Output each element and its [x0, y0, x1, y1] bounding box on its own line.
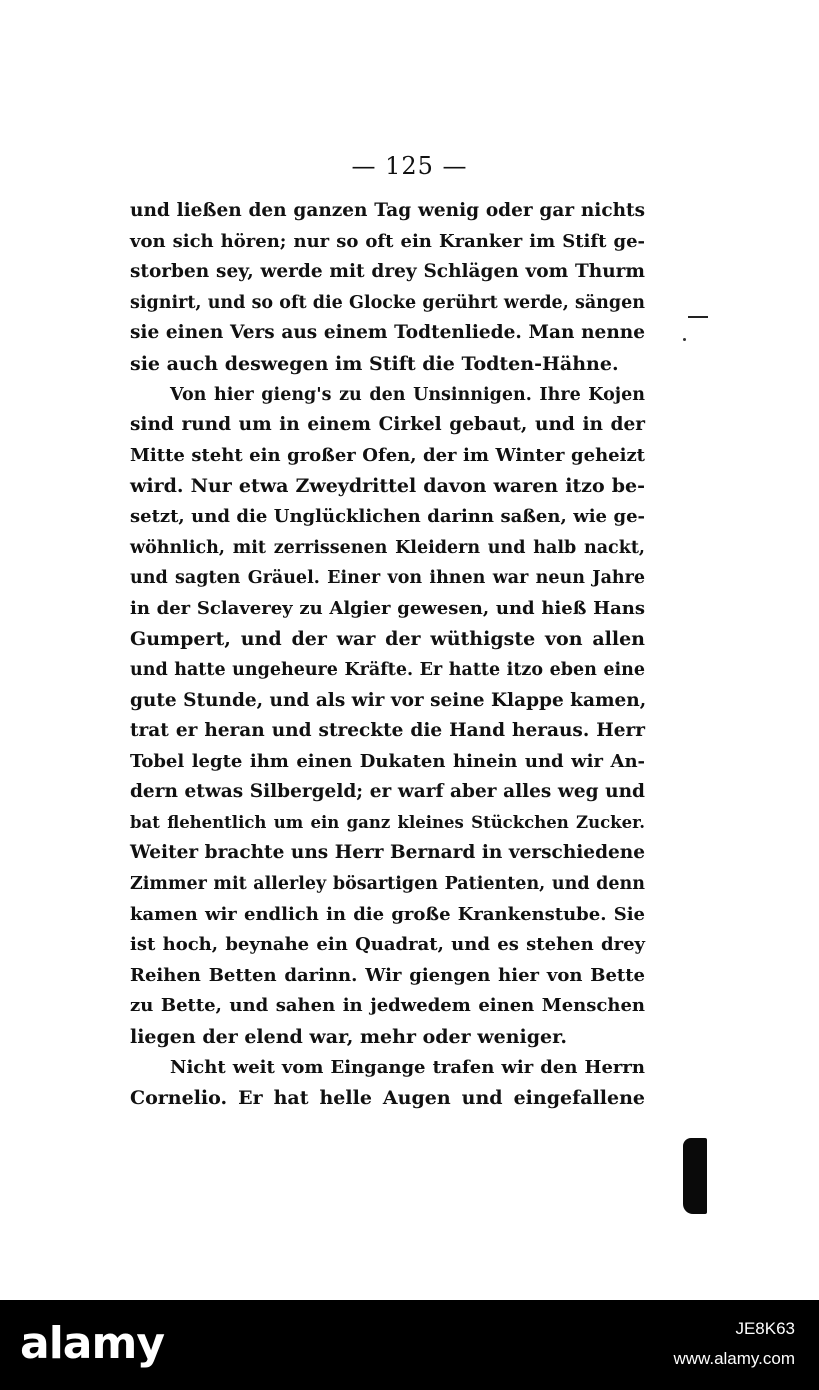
text-line: setzt, und die Unglücklichen darinn saßen, wie ge-	[130, 505, 645, 527]
text-line: wird. Nur etwa Zweydrittel davon waren itzo be-	[130, 475, 645, 498]
text-line: sie auch deswegen im Stift die Todten-Hähne.	[130, 352, 619, 375]
text-line: sind rund um in einem Cirkel gebaut, und in der	[130, 414, 645, 436]
text-line: ist hoch, beynahe ein Quadrat, und es stehen drey	[130, 934, 645, 956]
text-line: Tobel legte ihm einen Dukaten hinein und wir An-	[130, 750, 645, 772]
text-line: und hatte ungeheure Kräfte. Er hatte itzo eben eine	[130, 659, 645, 680]
margin-dot	[683, 338, 686, 341]
text-line: von sich hören; nur so oft ein Kranker im Stift ge-	[130, 230, 645, 252]
image-id: JE8K63	[735, 1319, 795, 1338]
body-text	[130, 196, 645, 1114]
alamy-logo: alamy	[20, 1318, 164, 1369]
text-line: und sagten Gräuel. Einer von ihnen war neun Jahre	[130, 568, 645, 589]
text-line: Gumpert, und der war der wüthigste von allen	[130, 628, 645, 651]
text-line: in der Sclaverey zu Algier gewesen, und hieß Hans	[130, 597, 645, 619]
watermark-url: www.alamy.com	[673, 1349, 795, 1368]
text-line: dern etwas Silbergeld; er warf aber alles weg und	[130, 781, 645, 803]
text-line: wöhnlich, mit zerrissenen Kleidern und halb nackt,	[130, 537, 645, 558]
text-line: Cornelio. Er hat helle Augen und eingefallene	[130, 1087, 645, 1110]
text-line: Nicht weit vom Eingange trafen wir den Herrn	[170, 1056, 645, 1078]
margin-mark	[688, 316, 708, 318]
text-line: Mitte steht ein großer Ofen, der im Winter geheizt	[130, 444, 645, 466]
text-line: liegen der elend war, mehr oder weniger.	[130, 1026, 567, 1049]
text-line: Weiter brachte uns Herr Bernard in verschiedene	[130, 842, 645, 864]
text-line: kamen wir endlich in die große Krankenstube. Sie	[130, 903, 645, 925]
text-line: trat er heran und streckte die Hand heraus. Herr	[130, 720, 645, 742]
text-line: bat flehentlich um ein ganz kleines Stückchen Zucker.	[130, 812, 645, 832]
text-line: sie einen Vers aus einem Todtenliede. Man nenne	[130, 322, 645, 344]
text-line: zu Bette, und sahen in jedwedem einen Menschen	[130, 995, 645, 1017]
text-line: gute Stunde, und als wir vor seine Klappe kamen,	[130, 689, 647, 711]
text-line: storben sey, werde mit drey Schlägen vom Thurm	[130, 261, 645, 283]
text-line: Reihen Betten darinn. Wir giengen hier von Bette	[130, 964, 645, 986]
page-number: — 125 —	[351, 152, 468, 180]
text-line: Von hier gieng's zu den Unsinnigen. Ihre Kojen	[170, 384, 645, 405]
text-line: signirt, und so oft die Glocke gerührt werde, sängen	[130, 292, 645, 313]
text-line: und ließen den ganzen Tag wenig oder gar nichts	[130, 200, 645, 221]
text-line: Zimmer mit allerley bösartigen Patienten, und denn	[130, 874, 645, 895]
page-edge-mark	[683, 1138, 707, 1214]
